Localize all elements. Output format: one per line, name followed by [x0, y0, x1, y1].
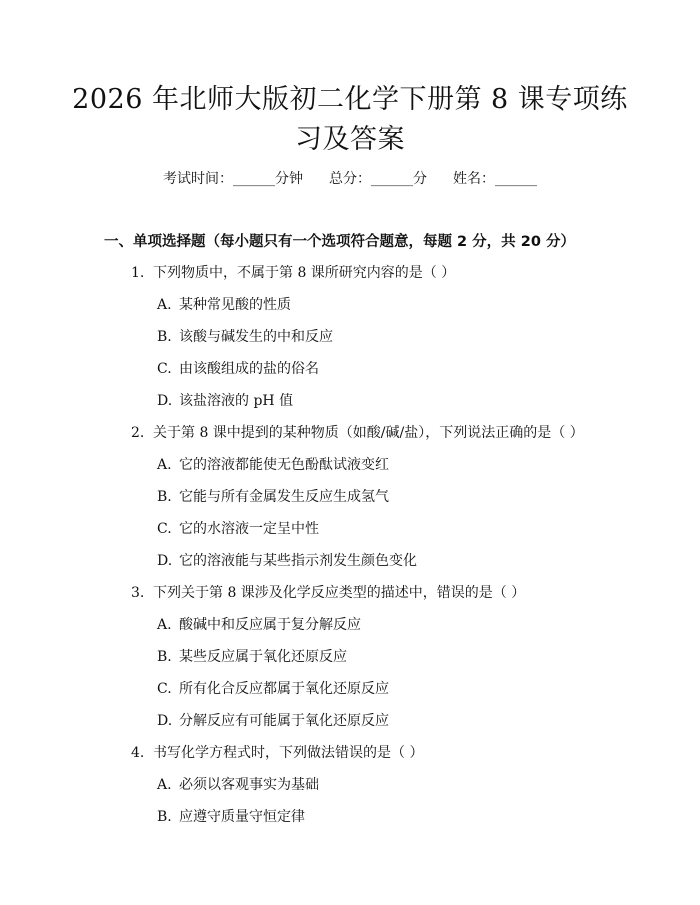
option-text: 它的溶液都能使无色酚酞试液变红: [179, 457, 389, 473]
total-score-field: 总分：______分: [329, 171, 427, 187]
option-text: 某些反应属于氧化还原反应: [179, 649, 347, 665]
question-3: [131, 582, 525, 602]
option-letter: B.: [157, 329, 172, 345]
question-1: [131, 262, 455, 282]
option-letter: A.: [157, 777, 172, 793]
option-text: 应遵守质量守恒定律: [179, 809, 305, 825]
option-text: 它能与所有金属发生反应生成氢气: [179, 489, 389, 505]
option-letter: B.: [157, 489, 172, 505]
page-title-line-1: 2026 年北师大版初二化学下册第 8 课专项练: [72, 84, 628, 115]
page-title-line-2: 习及答案: [295, 124, 405, 155]
option-3d: [157, 710, 389, 730]
option-text: 某种常见酸的性质: [179, 297, 291, 313]
option-2c: [157, 518, 319, 538]
option-1a: [157, 294, 291, 314]
question-number: 1.: [131, 265, 145, 281]
section-heading-single-choice: 一、单项选择题（每小题只有一个选项符合题意，每题 2 分，共 20 分）: [104, 234, 575, 250]
option-letter: A.: [157, 617, 172, 633]
option-letter: D.: [157, 553, 173, 569]
option-text: 分解反应有可能属于氧化还原反应: [179, 713, 389, 729]
option-1c: [157, 358, 319, 378]
option-letter: A.: [157, 297, 172, 313]
option-3a: [157, 614, 361, 634]
option-letter: D.: [157, 713, 173, 729]
option-text: 它的水溶液一定呈中性: [179, 521, 319, 537]
option-2d: [157, 550, 417, 570]
option-letter: A.: [157, 457, 172, 473]
option-letter: C.: [157, 521, 172, 537]
student-name-field: 姓名：______: [453, 171, 537, 187]
option-text: 该酸与碱发生的中和反应: [179, 329, 333, 345]
question-2: [131, 422, 584, 442]
exam-time-field: 考试时间：______分钟: [163, 171, 303, 187]
option-2a: [157, 454, 389, 474]
question-4: [131, 742, 423, 762]
question-text: 下列关于第 8 课涉及化学反应类型的描述中，错误的是（ ）: [153, 585, 526, 601]
option-letter: B.: [157, 809, 172, 825]
option-1d: [157, 390, 293, 410]
option-4b: [157, 806, 305, 826]
option-letter: B.: [157, 649, 172, 665]
option-text: 由该酸组成的盐的俗名: [179, 361, 319, 377]
option-text: 该盐溶液的 pH 值: [179, 393, 294, 409]
option-1b: [157, 326, 333, 346]
question-text: 书写化学方程式时，下列做法错误的是（ ）: [153, 745, 424, 761]
option-3b: [157, 646, 347, 666]
option-letter: D.: [157, 393, 173, 409]
question-number: 4.: [131, 745, 145, 761]
option-4a: [157, 774, 319, 794]
exam-meta: [0, 168, 700, 188]
option-text: 它的溶液能与某些指示剂发生颜色变化: [179, 553, 417, 569]
option-text: 酸碱中和反应属于复分解反应: [179, 617, 361, 633]
option-3c: [157, 678, 389, 698]
question-text: 关于第 8 课中提到的某种物质（如酸/碱/盐），下列说法正确的是（ ）: [153, 425, 584, 441]
option-2b: [157, 486, 389, 506]
option-letter: C.: [157, 681, 172, 697]
option-text: 必须以客观事实为基础: [179, 777, 319, 793]
option-letter: C.: [157, 361, 172, 377]
question-number: 2.: [131, 425, 145, 441]
question-text: 下列物质中，不属于第 8 课所研究内容的是（ ）: [153, 265, 456, 281]
question-number: 3.: [131, 585, 145, 601]
option-text: 所有化合反应都属于氧化还原反应: [179, 681, 389, 697]
